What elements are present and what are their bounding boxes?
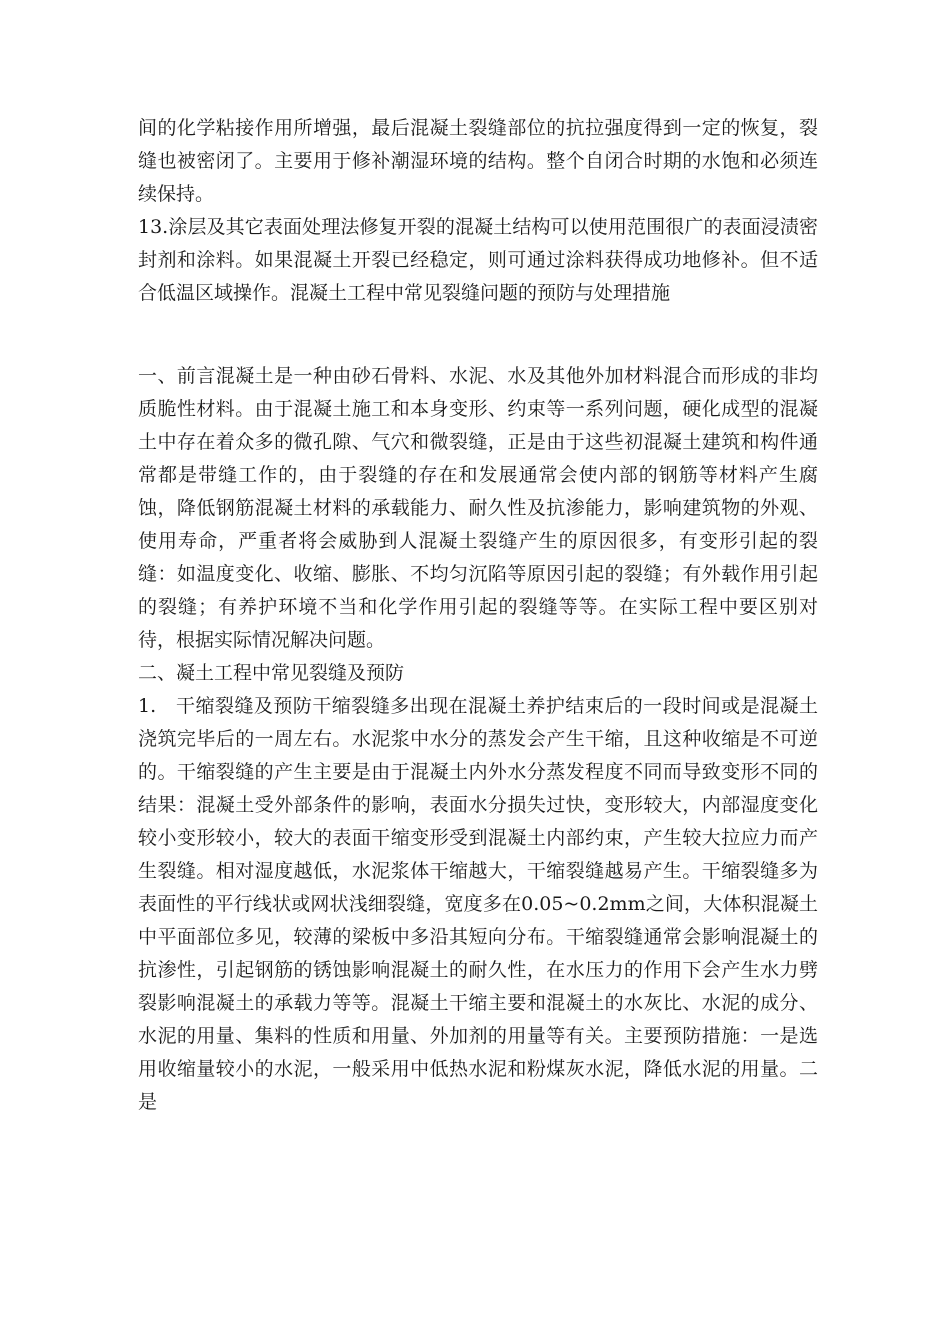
document-page: [138, 112, 818, 1119]
paragraph-coating-repair: 13.涂层及其它表面处理法修复开裂的混凝土结构可以使用范围很广的表面浸渍密封剂和涂料。如果混凝土开裂已经稳定，则可通过涂料获得成功地修补。但不适合低温区域操作。混凝土工程中常见裂缝问题的预防与处理措施: [138, 216, 818, 304]
paragraph-shrinkage-cracks: 1. 干缩裂缝及预防干缩裂缝多出现在混凝土养护结束后的一段时间或是混凝土浇筑完毕后的一周左右。水泥浆中水分的蒸发会产生干缩，且这种收缩是不可逆的。干缩裂缝的产生主要是由于混凝土内外水分蒸发程度不同而导致变形不同的结果：混凝土受外部条件的影响，表面水分损失过快，变形较大，内部湿度变化较小变形较小，较大的表面干缩变形受到混凝土内部约束，产生较大拉应力而产生裂缝。相对湿度越低，水泥浆体干缩越大，干缩裂缝越易产生。干缩裂缝多为表面性的平行线状或网状浅细裂缝，宽度多在0.05~0.2mm之间，大体积混凝土中平面部位多见，较薄的梁板中多沿其短向分布。干缩裂缝通常会影响混凝土的抗渗性，引起钢筋的锈蚀影响混凝土的耐久性，在水压力的作用下会产生水力劈裂影响混凝土的承载力等等。混凝土干缩主要和混凝土的水灰比、水泥的成分、水泥的用量、集料的性质和用量、外加剂的用量等有关。主要预防措施：一是选用收缩量较小的水泥，一般采用中低热水泥和粉煤灰水泥，降低水泥的用量。二是: [138, 695, 818, 1113]
paragraph-gap: [138, 310, 818, 360]
paragraph-self-closing: 间的化学粘接作用所增强，最后混凝土裂缝部位的抗拉强度得到一定的恢复，裂缝也被密闭了。主要用于修补潮湿环境的结构。整个自闭合时期的水饱和必须连续保持。: [138, 117, 818, 205]
section-heading-common-cracks: 二、凝土工程中常见裂缝及预防: [138, 662, 405, 684]
paragraph-introduction: 一、前言混凝土是一种由砂石骨料、水泥、水及其他外加材料混合而形成的非均质脆性材料。由于混凝土施工和本身变形、约束等一系列问题，硬化成型的混凝土中存在着众多的微孔隙、气穴和微裂缝，正是由于这些初混凝土建筑和构件通常都是带缝工作的，由于裂缝的存在和发展通常会使内部的钢筋等材料产生腐蚀，降低钢筋混凝土材料的承载能力、耐久性及抗渗能力，影响建筑物的外观、使用寿命，严重者将会威胁到人混凝土裂缝产生的原因很多，有变形引起的裂缝：如温度变化、收缩、膨胀、不均匀沉陷等原因引起的裂缝；有外载作用引起的裂缝；有养护环境不当和化学作用引起的裂缝等等。在实际工程中要区别对待，根据实际情况解决问题。: [138, 365, 818, 651]
